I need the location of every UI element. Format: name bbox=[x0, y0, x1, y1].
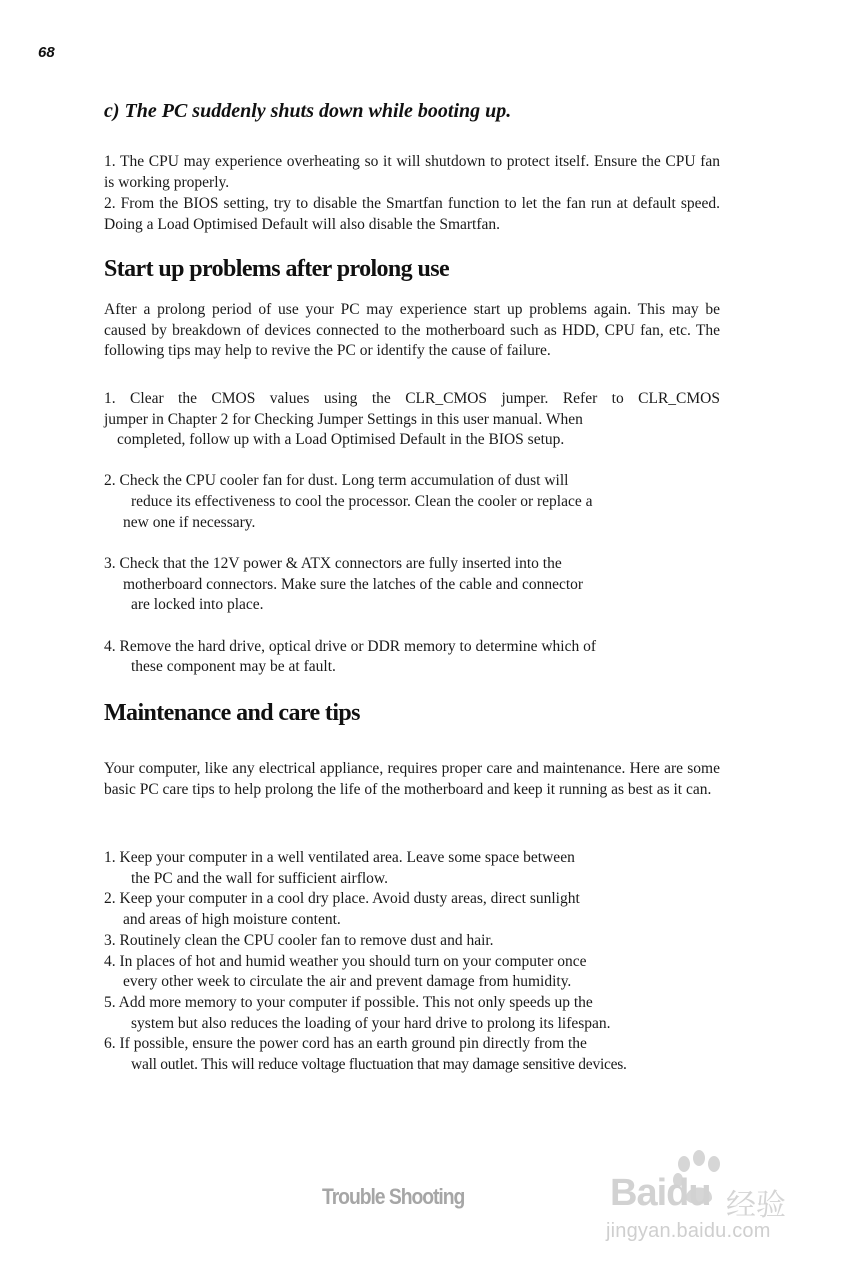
tip-line: reduce its effectiveness to cool the processor. Clean the cooler or replace a bbox=[131, 493, 593, 510]
startup-heading: Start up problems after prolong use bbox=[104, 256, 450, 282]
tip-line: and areas of high moisture content. bbox=[123, 911, 341, 928]
maintenance-intro: Your computer, like any electrical appliance, requires proper care and maintenance. Here are some basic PC care tips to help prolong the life of the motherboard and keep it running as best as it can. bbox=[104, 760, 720, 798]
startup-intro: After a prolong period of use your PC may experience start up problems again. This may be caused by breakdown of devices connected to the motherboard such as HDD, CPU fan, etc. The following tips may help to revive the PC or identify the cause of failure. bbox=[104, 301, 720, 360]
tip-line: 3. Check that the 12V power & ATX connectors are fully inserted into the bbox=[104, 555, 562, 572]
tip-line: 1. Keep your computer in a well ventilated area. Leave some space between bbox=[104, 849, 575, 866]
tip-line: wall outlet. This will reduce voltage fluctuation that may damage sensitive devices. bbox=[131, 1056, 627, 1073]
subsection-paragraph-1: 1. The CPU may experience overheating so it will shutdown to protect itself. Ensure the CPU fan is working properly. bbox=[104, 153, 720, 191]
footer-section-title: Trouble Shooting bbox=[322, 1184, 465, 1209]
page-number: 68 bbox=[38, 44, 55, 61]
tip-line: are locked into place. bbox=[131, 596, 264, 613]
tip-line: jumper in Chapter 2 for Checking Jumper Settings in this user manual. When bbox=[104, 411, 583, 428]
tip-line: 1. Clear the CMOS values using the CLR_CMOS jumper. Refer to CLR_CMOS bbox=[104, 390, 720, 407]
tip-line: motherboard connectors. Make sure the latches of the cable and connector bbox=[123, 576, 584, 593]
watermark-chinese: 经验 bbox=[726, 1188, 786, 1223]
maintenance-heading: Maintenance and care tips bbox=[104, 700, 360, 726]
tip-line: every other week to circulate the air and prevent damage from humidity. bbox=[123, 973, 572, 990]
tip-line: system but also reduces the loading of your hard drive to prolong its lifespan. bbox=[131, 1015, 611, 1032]
subsection-title: c) The PC suddenly shuts down while booting up. bbox=[104, 100, 512, 122]
tip-line: new one if necessary. bbox=[123, 514, 256, 531]
tip-line: 4. In places of hot and humid weather you should turn on your computer once bbox=[104, 953, 587, 970]
tip-line: these component may be at fault. bbox=[131, 658, 336, 675]
watermark-domain: jingyan.baidu.com bbox=[606, 1220, 771, 1242]
tip-line: 4. Remove the hard drive, optical drive or DDR memory to determine which of bbox=[104, 638, 596, 655]
watermark-brand: Baidu bbox=[610, 1172, 711, 1214]
tip-line: 5. Add more memory to your computer if possible. This not only speeds up the bbox=[104, 994, 593, 1011]
tip-line: the PC and the wall for sufficient airflow. bbox=[131, 870, 388, 887]
tip-line: completed, follow up with a Load Optimised Default in the BIOS setup. bbox=[117, 431, 565, 448]
tip-line: 2. Check the CPU cooler fan for dust. Long term accumulation of dust will bbox=[104, 472, 569, 489]
subsection-paragraph-2: 2. From the BIOS setting, try to disable the Smartfan function to let the fan run at default speed. Doing a Load Optimised Default will also disable the Smartfan. bbox=[104, 195, 720, 233]
tip-line: 3. Routinely clean the CPU cooler fan to remove dust and hair. bbox=[104, 932, 494, 949]
baidu-watermark bbox=[604, 1150, 804, 1250]
tip-line: 2. Keep your computer in a cool dry place. Avoid dusty areas, direct sunlight bbox=[104, 890, 580, 907]
tip-line: 6. If possible, ensure the power cord has an earth ground pin directly from the bbox=[104, 1035, 587, 1052]
